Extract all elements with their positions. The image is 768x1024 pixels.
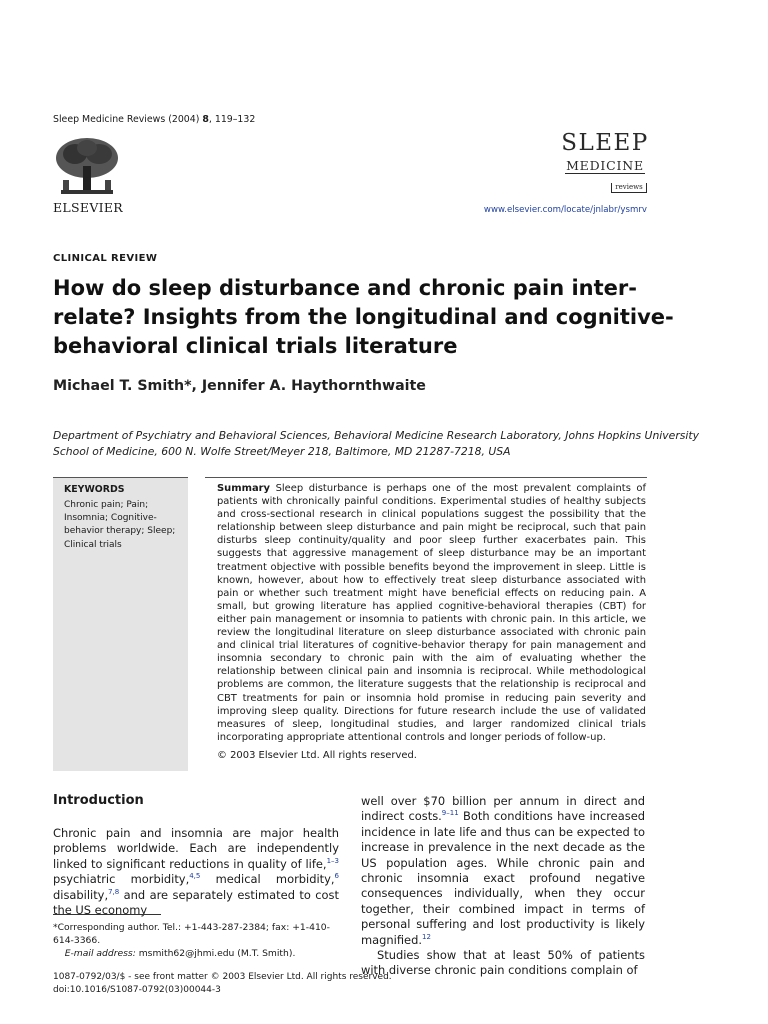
journal-volume: 8 [202, 114, 209, 125]
corresponding-author-note: *Corresponding author. Tel.: +1-443-287-2384; fax: +1-410-614-3366. [53, 922, 330, 946]
article-type: CLINICAL REVIEW [53, 253, 158, 264]
journal-reference [53, 114, 255, 125]
journal-url-link[interactable]: www.elsevier.com/locate/jnlabr/ysmrv [483, 205, 647, 215]
paragraph [361, 948, 645, 979]
summary-abstract [217, 482, 646, 744]
email-address[interactable]: msmith62@jhmi.edu (M.T. Smith). [135, 948, 296, 959]
intro-text-b: psychiatric morbidity, [53, 872, 190, 887]
keywords-heading: KEYWORDS [64, 484, 125, 495]
publisher-name: ELSEVIER [53, 200, 124, 215]
citation-4-5[interactable]: 4,5 [189, 872, 201, 881]
intro-text-e: and are separately estimated to cost the US economy [53, 887, 339, 918]
citation-12[interactable]: 12 [421, 932, 431, 941]
journal-ref-prefix: Sleep Medicine Reviews (2004) [53, 114, 203, 125]
paragraph [361, 794, 645, 948]
article-authors: Michael T. Smith*, Jennifer A. Haythornthwaite [53, 378, 426, 394]
article-title: How do sleep disturbance and chronic pain inter-relate? Insights from the longitudinal and cognitive-behavioral clinical trials literature [53, 276, 674, 358]
front-matter-notice: 1087-0792/03/$ - see front matter © 2003 Elsevier Ltd. All rights reserved. [53, 972, 392, 982]
summary-label: Summary [217, 483, 271, 494]
logo-reviews-text: reviews [611, 183, 646, 193]
logo-sleep-text: SLEEP [561, 130, 649, 156]
intro-text-a: Chronic pain and insomnia are major health problems worldwide. Each are independently linked to significant reductions in quality of life, [53, 826, 339, 871]
keywords-list: Chronic pain; Pain; Insomnia; Cognitive-behavior therapy; Sleep; Clinical trials [64, 500, 176, 550]
summary-text: Sleep disturbance is perhaps one of the most prevalent complaints of patients with chronically painful conditions. Experimental studies of healthy subjects and cross-sectional research in clinical populations suggest the possibility that the relationship between sleep disturbance and pain might be reciprocal, such that pain disturbs sleep continuity/quality and poor sleep further exacerbates pain. This suggests that aggressive management of sleep disturbance may be an important treatment objective with possible benefits beyond the improvement in sleep. Little is known, however, about how to effectively treat sleep disturbance associated with pain or whether such treatment might have beneficial effects on reducing pain. A small, but growing literature has applied cognitive-behavioral therapies (CBT) for either pain management or insomnia to patients with chronic pain. In this article, we review the longitudinal literature on sleep disturbance associated with chronic pain and clinical trial literatures of cognitive-behavior therapy for pain management and insomnia secondary to chronic pain with the aim of evaluating whether the relationship between clinical pain and insomnia is reciprocal. While methodological problems are common, the literature suggests that the relationship is reciprocal and CBT treatments for pain or insomnia hold promise in reducing pain severity and improving sleep quality. Directions for future research include the use of validated measures of sleep, longitudinal studies, and larger randomized clinical trials incorporating appropriate attentional controls and longer periods of follow-up. [217, 483, 646, 743]
col2-text-a: well over $70 billion per annum in direct and indirect costs. [361, 794, 645, 824]
footnote [53, 921, 339, 960]
email-label: E-mail address: [64, 948, 136, 959]
citation-1-3[interactable]: 1–3 [326, 857, 339, 865]
keywords-box [53, 477, 188, 771]
footnote-divider [53, 914, 161, 915]
section-heading-introduction: Introduction [53, 793, 144, 808]
intro-text-d: disability, [53, 887, 109, 902]
author-affiliation: Department of Psychiatry and Behavioral Sciences, Behavioral Medicine Research Laboratory, Johns Hopkins University School of Medicine, 600 N. Wolfe Street/Meyer 218, Baltimore, MD 21287-7218, USA [53, 429, 699, 458]
summary-divider [205, 477, 647, 478]
col2-text-b: Both conditions have increased incidence in late life and thus can be expected to increase in prevalence in the next decade as the US population ages. While chronic pain and chronic insomnia exact profound negative consequences individually, when they occur together, their combined impact in terms of personal suffering and lost productivity is likely magnified. [361, 809, 645, 947]
journal-pages: , 119–132 [208, 114, 256, 125]
citation-9-11[interactable]: 9–11 [441, 809, 459, 818]
body-column-right [361, 794, 645, 979]
abstract-copyright: © 2003 Elsevier Ltd. All rights reserved. [217, 750, 417, 761]
logo-medicine-text: MEDICINE [566, 158, 644, 173]
citation-6[interactable]: 6 [334, 872, 340, 881]
col2-text-c: Studies show that at least 50% of patients with diverse chronic pain conditions complain of [361, 948, 645, 978]
email-line [53, 947, 339, 960]
body-column-left [53, 826, 339, 918]
journal-logo [560, 131, 650, 193]
elsevier-tree-logo [53, 136, 121, 198]
citation-7-8[interactable]: 7,8 [108, 887, 120, 896]
intro-text-c: medical morbidity, [200, 872, 335, 887]
doi[interactable]: doi:10.1016/S1087-0792(03)00044-3 [53, 985, 221, 995]
